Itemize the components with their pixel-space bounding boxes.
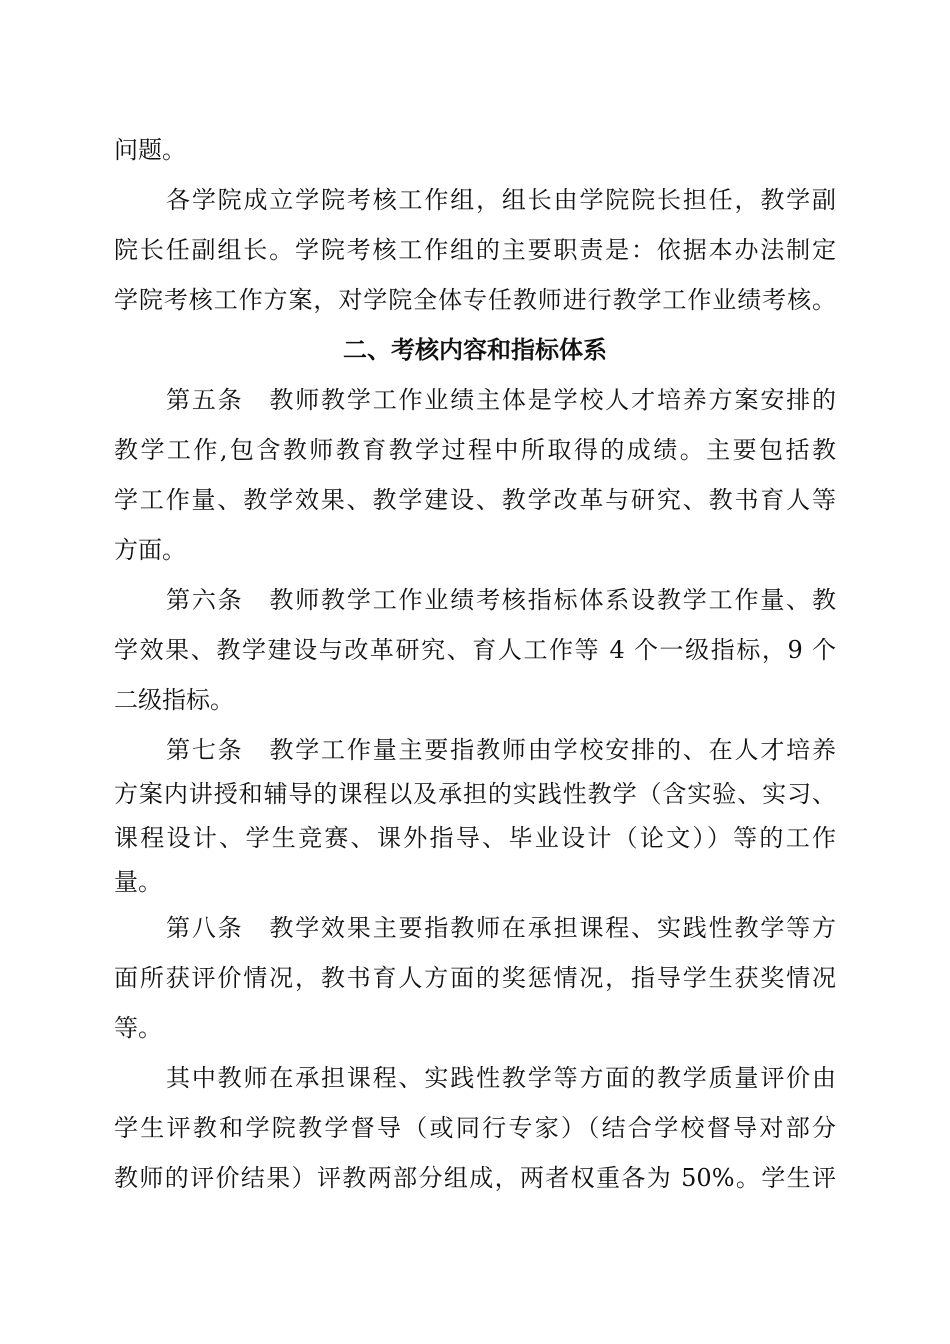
text-line: 第五条 教师教学工作业绩主体是学校人才培养方案安排的 bbox=[166, 386, 836, 414]
text-line: 各学院成立学院考核工作组，组长由学院院长担任，教学副 bbox=[166, 186, 836, 214]
text-line: 课程设计、学生竞赛、课外指导、毕业设计（论文））等的工作 bbox=[114, 824, 836, 852]
text-line: 教师的评价结果）评教两部分组成，两者权重各为 50%。学生评 bbox=[114, 1164, 836, 1192]
text-line: 等。 bbox=[114, 1014, 162, 1042]
text-line: 其中教师在承担课程、实践性教学等方面的教学质量评价由 bbox=[166, 1064, 836, 1092]
section-heading: 二、考核内容和指标体系 bbox=[343, 335, 607, 364]
text-line: 教学工作,包含教师教育教学过程中所取得的成绩。主要包括教 bbox=[114, 436, 836, 464]
text-line: 院长任副组长。学院考核工作组的主要职责是：依据本办法制定 bbox=[114, 236, 836, 264]
text-line: 第七条 教学工作量主要指教师由学校安排的、在人才培养 bbox=[166, 736, 836, 764]
text-line: 方案内讲授和辅导的课程以及承担的实践性教学（含实验、实习、 bbox=[114, 780, 836, 808]
text-line: 学工作量、教学效果、教学建设、教学改革与研究、教书育人等 bbox=[114, 486, 836, 514]
text-line: 第六条 教师教学工作业绩考核指标体系设教学工作量、教 bbox=[166, 586, 836, 614]
text-line: 问题。 bbox=[114, 136, 186, 164]
text-line: 面所获评价情况，教书育人方面的奖惩情况，指导学生获奖情况 bbox=[114, 964, 836, 992]
text-line: 学效果、教学建设与改革研究、育人工作等 4 个一级指标，9 个 bbox=[114, 636, 836, 664]
text-line: 学生评教和学院教学督导（或同行专家）（结合学校督导对部分 bbox=[114, 1114, 836, 1142]
text-line: 量。 bbox=[114, 868, 162, 896]
text-line: 二级指标。 bbox=[114, 686, 234, 714]
text-line: 方面。 bbox=[114, 536, 186, 564]
text-line: 第八条 教学效果主要指教师在承担课程、实践性教学等方 bbox=[166, 914, 836, 942]
text-line: 学院考核工作方案，对学院全体专任教师进行教学工作业绩考核。 bbox=[114, 286, 836, 314]
